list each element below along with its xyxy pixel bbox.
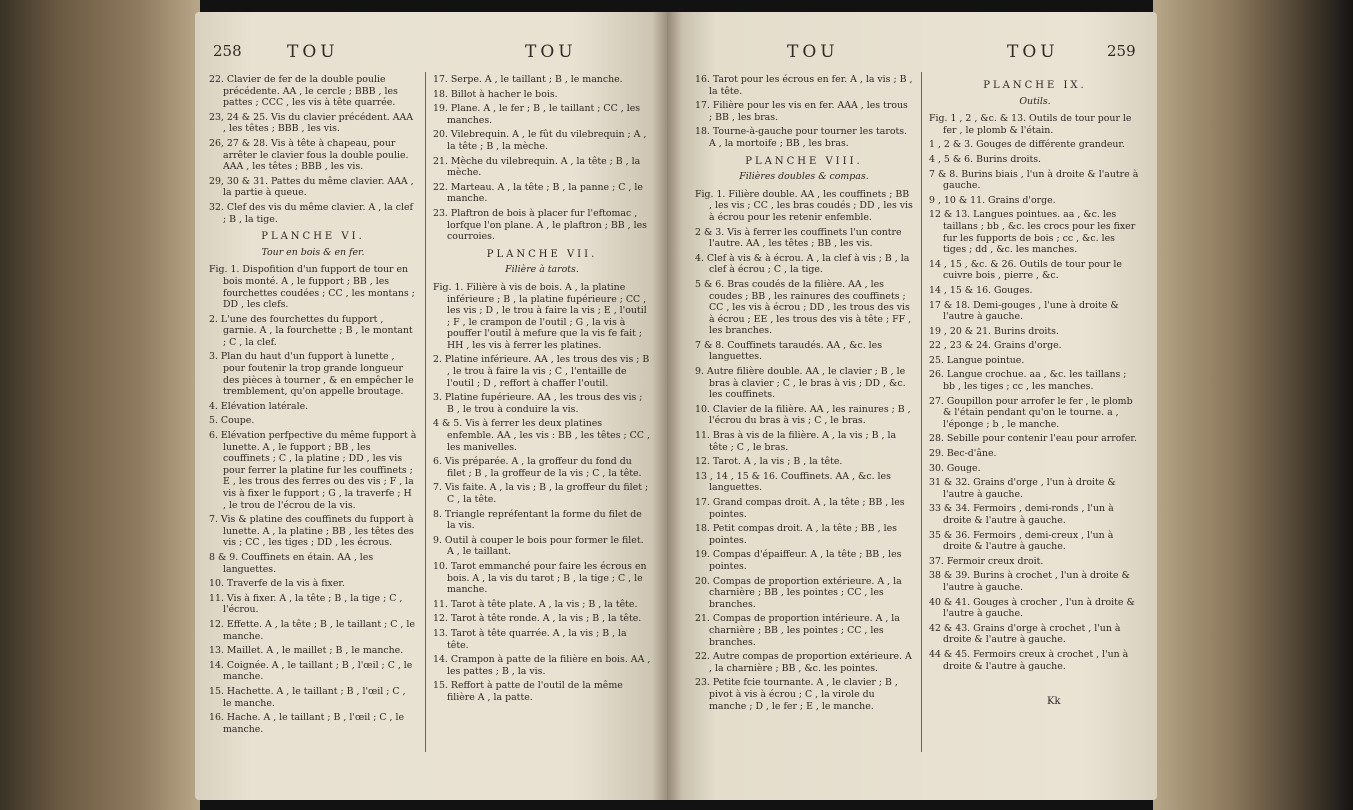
figure-entry: 19. Plane. A , le fer ; B , le taillant ; CC , les manches. bbox=[433, 103, 641, 126]
figure-entry: 2. L'une des fourchettes du fupport , garnie. A , la fourchette ; B , le montant ; C , la clef. bbox=[209, 313, 413, 348]
figure-entry: 14. Coignée. A , le taillant ; B , l'œil ; C , le manche. bbox=[209, 659, 413, 683]
figure-entry: 8. Triangle repréfentant la forme du filet de la vis. bbox=[433, 508, 642, 532]
figure-entry: 23, 24 & 25. Vis du clavier précédent. AAA , les têtes ; BBB , les vis. bbox=[209, 111, 414, 135]
figure-entry: 1 , 2 & 3. Gouges de différente grandeur. bbox=[929, 139, 1125, 151]
figure-entry: 10. Clavier de la filière. AA , les rainures ; B , l'écrou du bras à vis ; C , le bras. bbox=[695, 403, 911, 427]
figure-entry: 2 & 3. Vis à ferrer les couffinets l'un contre l'autre. AA , les têtes ; BB , les vis. bbox=[695, 226, 902, 250]
figure-entry: 20. Compas de proportion extérieure. A , la charnière ; BB , les pointes ; CC , les branches. bbox=[695, 575, 902, 610]
figure-entry: 12 & 13. Langues pointues. aa , &c. les taillans ; bb , &c. les crocs pour les fixer fur les fupports de bois ; cc , &c. les tiges ; dd , &c. les manches. bbox=[929, 209, 1136, 256]
left-column-2 bbox=[433, 74, 651, 707]
figure-entry: 18. Petit compas droit. A , la tête ; BB , les pointes. bbox=[695, 523, 897, 546]
figure-entry: 10. Tarot emmanché pour faire les écrous en bois. A , la vis du tarot ; B , la tige ; C , le manche. bbox=[433, 560, 647, 596]
figure-entry: Fig. 1. Filière à vis de bois. A , la platine inférieure ; B , la platine fupérieure ; CC , les vis ; D , le trou à faire la vis ; E , l'outil ; F , le crampon de l'outil ; G , la vis à pouffer l'outil à mefure que la vis fe fait ; HH , les vis à ferrer les platines. bbox=[433, 281, 647, 351]
figure-entry: 13. Tarot à tête quarrée. A , la vis ; B , la tête. bbox=[433, 627, 627, 651]
figure-entry: 5 & 6. Bras coudés de la filière. AA , les coudes ; BB , les rainures des couffinets ; CC , les vis à écrou ; DD , les trous des vis à écrou ; EE , les trous des vis à tête ; FF , les branches. bbox=[695, 278, 912, 337]
figure-entry: 6. Vis préparée. A , la groffeur du fond du filet ; B , la groffeur de la vis ; C , la tête. bbox=[433, 456, 642, 479]
figure-entry: 9. Outil à couper le bois pour former le filet. A , le taillant. bbox=[433, 534, 644, 558]
figure-entry: 13 , 14 , 15 & 16. Couffinets. AA , &c. les languettes. bbox=[695, 470, 891, 494]
figure-entry: 7. Vis & platine des couffinets du fupport à lunette. A , la platine ; BB , les têtes des vis ; CC , les tiges ; DD , les écrous. bbox=[209, 514, 414, 549]
right-column-1 bbox=[695, 74, 913, 715]
figure-entry: 23. Petite fcie tournante. A , le clavier ; B , pivot à vis à écrou ; C , la virole du manche ; D , le fer ; E , le manche. bbox=[695, 677, 898, 712]
figure-entry: 44 & 45. Fermoirs creux à crochet , l'un à droite & l'autre à gauche. bbox=[929, 648, 1129, 672]
figure-entry: 22 , 23 & 24. Grains d'orge. bbox=[929, 340, 1062, 352]
figure-entry: 20. Vilebrequin. A , le fût du vilebrequin ; A , la tête ; B , la mèche. bbox=[433, 129, 647, 152]
figure-entry: 4 , 5 & 6. Burins droits. bbox=[929, 153, 1042, 165]
figure-entry: 12. Tarot à tête ronde. A , la vis ; B , la tête. bbox=[433, 613, 642, 625]
figure-entry: 18. Tourne-à-gauche pour tourner les tarots. A , la mortoife ; BB , les bras. bbox=[695, 126, 908, 149]
figure-entry: 4. Elévation latérale. bbox=[209, 400, 309, 412]
figure-entry: 21. Mèche du vilebrequin. A , la tête ; B , la mèche. bbox=[433, 155, 641, 179]
figure-entry: 6. Elévation perfpective du même fupport à lunette. A , le fupport ; BB , les couffinets ; C , la platine ; DD , les vis pour ferrer la platine fur les couffinets ; E , les trous des ferres ou des vis ; F , la vis à fixer le fupport ; G , la traverfe ; H , le trou de l'écrou de la vis. bbox=[209, 430, 417, 511]
right-page bbox=[667, 12, 1157, 800]
figure-entry: 9 , 10 & 11. Grains d'orge. bbox=[929, 194, 1056, 206]
figure-entry: 29. Bec-d'âne. bbox=[929, 448, 997, 460]
figure-entry: 17. Serpe. A , le taillant ; B , le manche. bbox=[433, 74, 623, 85]
figure-entry: 8 & 9. Couffinets en étain. AA , les languettes. bbox=[209, 551, 374, 575]
figure-entry: 17. Filière pour les vis en fer. AAA , les trous ; BB , les bras. bbox=[695, 100, 908, 123]
figure-entry: 14. Crampon à patte de la filière en bois. AA , les pattes ; B , la vis. bbox=[433, 654, 651, 677]
figure-entry: 15. Reffort à patte de l'outil de la même filière A , la patte. bbox=[433, 680, 623, 703]
left-page-number: 258 bbox=[213, 42, 242, 60]
figure-entry: 5. Coupe. bbox=[209, 415, 255, 427]
figure-entry: 22. Marteau. A , la tête ; B , la panne ; C , le manche. bbox=[433, 181, 643, 205]
figure-entry: 11. Bras à vis de la filière. A , la vis ; B , la tête ; C , le bras. bbox=[695, 430, 897, 453]
figure-entry: 17 & 18. Demi-gouges , l'une à droite & l'autre à gauche. bbox=[929, 299, 1119, 323]
figure-entry: 38 & 39. Burins à crochet , l'un à droite & l'autre à gauche. bbox=[929, 570, 1130, 593]
left-page-edges bbox=[0, 0, 200, 810]
figure-entry: 11. Tarot à tête plate. A , la vis ; B , la tête. bbox=[433, 598, 638, 610]
figure-entry: Fig. 1. Filière double. AA , les couffinets ; BB , les vis ; CC , les bras coudés ; DD , les vis à écrou pour les retenir enfemble. bbox=[695, 188, 913, 223]
figure-entry: 30. Gouge. bbox=[929, 462, 981, 474]
figure-entry: 11. Vis à fixer. A , la tête ; B , la tige ; C , l'écrou. bbox=[209, 592, 403, 616]
figure-entry: 15. Hachette. A , le taillant ; B , l'œil ; C , le manche. bbox=[209, 685, 406, 709]
figure-entry: 26. Langue crochue. aa , &c. les taillans ; bb , les tiges ; cc , les manches. bbox=[929, 369, 1127, 393]
figure-entry: 37. Fermoir creux droit. bbox=[929, 555, 1044, 567]
figure-entry: 18. Billot à hacher le bois. bbox=[433, 88, 558, 100]
figure-entry: 22. Clavier de fer de la double poulie précédente. AA , le cercle ; BBB , les pattes ; CCC , les vis à tête quarrée. bbox=[209, 74, 398, 109]
figure-entry: 19 , 20 & 21. Burins droits. bbox=[929, 325, 1059, 337]
figure-entry: 25. Langue pointue. bbox=[929, 354, 1025, 366]
figure-entry: 12. Tarot. A , la vis ; B , la tête. bbox=[695, 456, 843, 468]
left-page bbox=[195, 12, 667, 800]
figure-entry: 32. Clef des vis du même clavier. A , la clef ; B , la tige. bbox=[209, 201, 413, 225]
plate-heading: PLANCHE VI. bbox=[261, 231, 365, 243]
figure-entry: 7 & 8. Couffinets taraudés. AA , &c. les languettes. bbox=[695, 339, 883, 363]
figure-entry: 7. Vis faite. A , la vis ; B , la groffeur du filet ; C , la tête. bbox=[433, 482, 649, 505]
figure-entry: 3. Platine fupérieure. AA , les trous des vis ; B , le trou à conduire la vis. bbox=[433, 392, 643, 415]
figure-entry: 17. Grand compas droit. A , la tête ; BB , les pointes. bbox=[695, 497, 905, 520]
right-page-number: 259 bbox=[1107, 42, 1136, 60]
figure-entry: 28. Sebille pour contenir l'eau pour arrofer. bbox=[929, 433, 1137, 445]
plate-subtitle: Tour en bois & en fer. bbox=[261, 246, 365, 258]
right-running-header-a: TOU bbox=[787, 42, 839, 62]
figure-entry: 42 & 43. Grains d'orge à crochet , l'un à droite & l'autre à gauche. bbox=[929, 622, 1121, 646]
plate-subtitle: Filière à tarots. bbox=[505, 264, 579, 276]
figure-entry: 9. Autre filière double. AA , le clavier ; B , le bras à clavier ; C , le bras à vis ; DD , &c. les couffinets. bbox=[695, 366, 906, 401]
figure-entry: 26, 27 & 28. Vis à tête à chapeau, pour arrêter le clavier fous la double poulie. AAA , les têtes ; BBB , les vis. bbox=[209, 137, 409, 173]
figure-entry: 29, 30 & 31. Pattes du même clavier. AAA , la partie à queue. bbox=[209, 175, 414, 199]
figure-entry: 16. Tarot pour les écrous en fer. A , la vis ; B , la tête. bbox=[695, 74, 913, 97]
figure-entry: 4. Clef à vis & à écrou. A , la clef à vis ; B , la clef à écrou ; C , la tige. bbox=[695, 252, 910, 276]
catchword: Kk bbox=[1047, 696, 1061, 707]
figure-entry: 40 & 41. Gouges à crocher , l'un à droite & l'autre à gauche. bbox=[929, 596, 1135, 620]
figure-entry: 33 & 34. Fermoirs , demi-ronds , l'un à droite & l'autre à gauche. bbox=[929, 503, 1114, 526]
right-page-edges bbox=[1153, 0, 1353, 810]
figure-entry: 3. Plan du haut d'un fupport à lunette , pour foutenir la trop grande longueur des pièces à tourner , & en empêcher le tremblement, qu'on appelle broutage. bbox=[209, 351, 414, 398]
figure-entry: 2. Platine inférieure. AA , les trous des vis ; B , le trou à faire la vis ; C , l'entaille de l'outil ; D , reffort à chaffer l'outil. bbox=[433, 354, 650, 389]
figure-entry: Fig. 1 , 2 , &c. & 13. Outils de tour pour le fer , le plomb & l'étain. bbox=[929, 113, 1132, 136]
figure-entry: 14 , 15 , &c. & 26. Outils de tour pour le cuivre bois , pierre , &c. bbox=[929, 258, 1122, 282]
right-column-2 bbox=[929, 74, 1141, 675]
figure-entry: 21. Compas de proportion intérieure. A , la charnière ; BB , les pointes ; CC , les branches. bbox=[695, 613, 900, 648]
figure-entry: 10. Traverfe de la vis à fixer. bbox=[209, 578, 345, 590]
plate-subtitle: Outils. bbox=[1019, 95, 1051, 107]
figure-entry: 16. Hache. A , le taillant ; B , l'œil ; C , le manche. bbox=[209, 712, 405, 735]
figure-entry: 12. Effette. A , la tête ; B , le taillant ; C , le manche. bbox=[209, 618, 415, 642]
figure-entry: Fig. 1. Dispofition d'un fupport de tour en bois monté. A , le fupport ; BB , les fourchettes coudées ; CC , les montans ; DD , les clefs. bbox=[209, 264, 415, 311]
column-rule bbox=[425, 72, 426, 752]
plate-heading: PLANCHE VIII. bbox=[745, 155, 863, 167]
left-running-header-b: TOU bbox=[525, 42, 577, 62]
figure-entry: 14 , 15 & 16. Gouges. bbox=[929, 284, 1033, 296]
figure-entry: 23. Plaftron de bois à placer fur l'eftomac , lorfque l'on plane. A , le plaftron ; BB , les courroies. bbox=[433, 207, 647, 243]
plate-heading: PLANCHE IX. bbox=[983, 80, 1087, 91]
figure-entry: 7 & 8. Burins biais , l'un à droite & l'autre à gauche. bbox=[929, 168, 1139, 192]
figure-entry: 27. Goupillon pour arrofer le fer , le plomb & l'étain pendant qu'on le tourne. a , l'éponge ; b , le manche. bbox=[929, 395, 1133, 430]
column-rule bbox=[921, 72, 922, 752]
figure-entry: 31 & 32. Grains d'orge , l'un à droite & l'autre à gauche. bbox=[929, 477, 1116, 500]
book-gutter bbox=[652, 12, 682, 800]
figure-entry: 35 & 36. Fermoirs , demi-creux , l'un à droite & l'autre à gauche. bbox=[929, 529, 1114, 553]
figure-entry: 22. Autre compas de proportion extérieure. A , la charnière ; BB , &c. les pointes. bbox=[695, 651, 912, 674]
left-running-header-a: TOU bbox=[287, 42, 339, 62]
figure-entry: 13. Maillet. A , le maillet ; B , le manche. bbox=[209, 645, 404, 657]
left-column-1 bbox=[209, 74, 417, 738]
figure-entry: 4 & 5. Vis à ferrer les deux platines enfemble. AA , les vis : BB , les têtes ; CC , les manivelles. bbox=[433, 418, 650, 453]
right-running-header-b: TOU bbox=[1007, 42, 1059, 62]
plate-heading: PLANCHE VII. bbox=[486, 248, 598, 260]
figure-entry: 19. Compas d'épaiffeur. A , la tête ; BB , les pointes. bbox=[695, 549, 902, 572]
plate-subtitle: Filières doubles & compas. bbox=[739, 171, 869, 183]
